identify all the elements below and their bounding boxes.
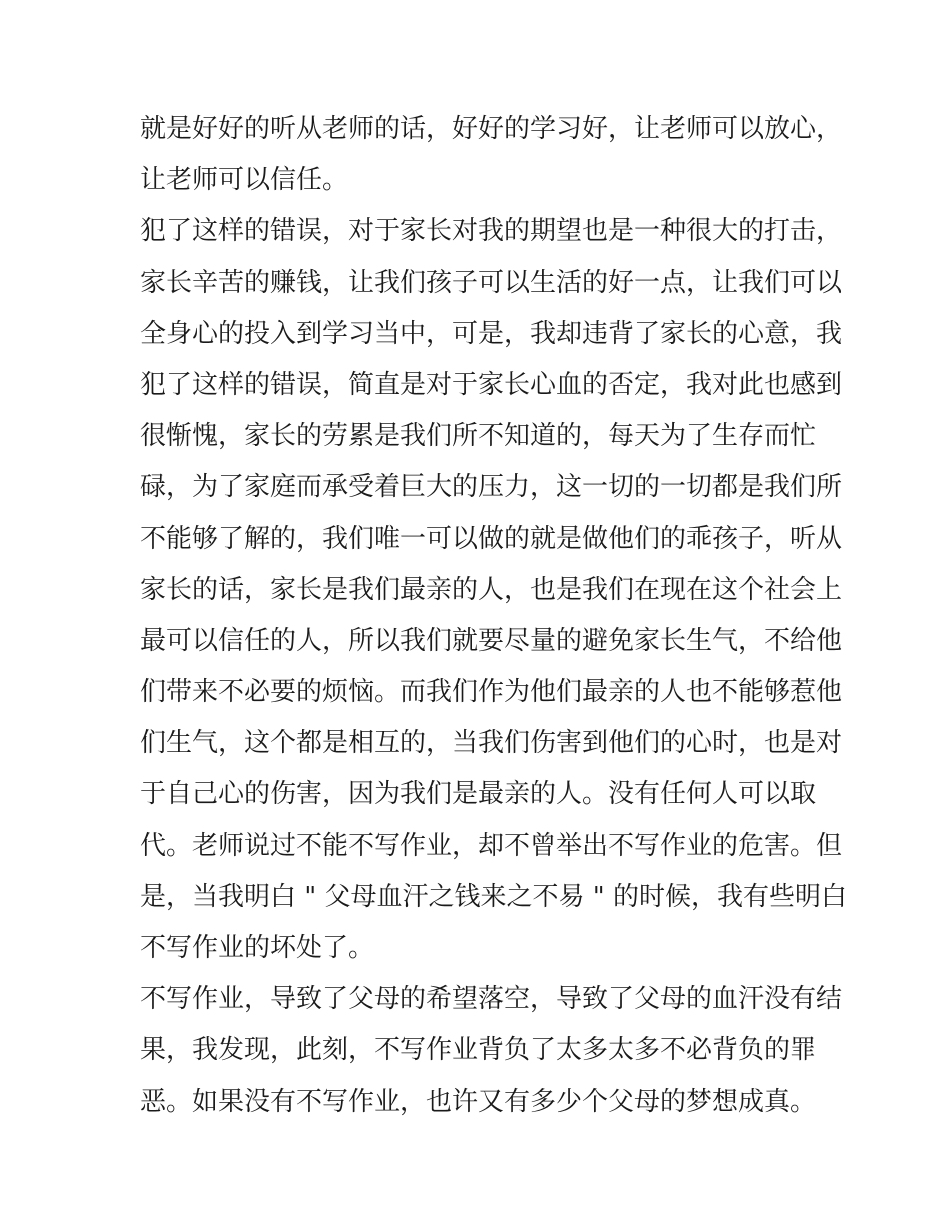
text-line: 不能够了解的，我们唯一可以做的就是做他们的乖孩子，听从: [140, 523, 843, 554]
text-line: 碌，为了家庭而承受着巨大的压力，这一切的一切都是我们所: [140, 472, 843, 503]
text-line: 家长的话，家长是我们最亲的人，也是我们在现在这个社会上: [140, 574, 843, 605]
document-body: [140, 104, 847, 1128]
text-line: 让老师可以信任。: [140, 165, 349, 196]
text-line: 于自己心的伤害，因为我们是最亲的人。没有任何人可以取: [140, 779, 817, 810]
text-line: 恶。如果没有不写作业，也许又有多少个父母的梦想成真。: [140, 1086, 817, 1117]
text-line: 全身心的投入到学习当中，可是，我却违背了家长的心意，我: [140, 318, 843, 349]
text-line: 不写作业的坏处了。: [140, 933, 375, 963]
text-line: 就是好好的听从老师的话，好好的学习好，让老师可以放心，: [140, 114, 843, 144]
text-line: 是，当我明白 " 父母血汗之钱来之不易 " 的时候，我有些明白: [140, 881, 847, 912]
text-line: 果，我发现，此刻，不写作业背负了太多太多不必背负的罪: [140, 1035, 817, 1066]
text-line: 们带来不必要的烦恼。而我们作为他们最亲的人也不能够惹他: [140, 677, 843, 708]
text-line: 们生气，这个都是相互的，当我们伤害到他们的心时，也是对: [140, 728, 843, 759]
text-line: 不写作业，导致了父母的希望落空，导致了父母的血汗没有结: [140, 984, 843, 1015]
text-line: 很惭愧，家长的劳累是我们所不知道的，每天为了生存而忙: [140, 421, 817, 452]
text-line: 家长辛苦的赚钱，让我们孩子可以生活的好一点，让我们可以: [140, 267, 843, 298]
text-line: 代。老师说过不能不写作业，却不曾举出不写作业的危害。但: [140, 830, 843, 861]
text-line: 犯了这样的错误，对于家长对我的期望也是一种很大的打击，: [140, 216, 843, 247]
text-line: 最可以信任的人，所以我们就要尽量的避免家长生气，不给他: [140, 625, 843, 656]
text-line: 犯了这样的错误，简直是对于家长心血的否定，我对此也感到: [140, 369, 843, 400]
